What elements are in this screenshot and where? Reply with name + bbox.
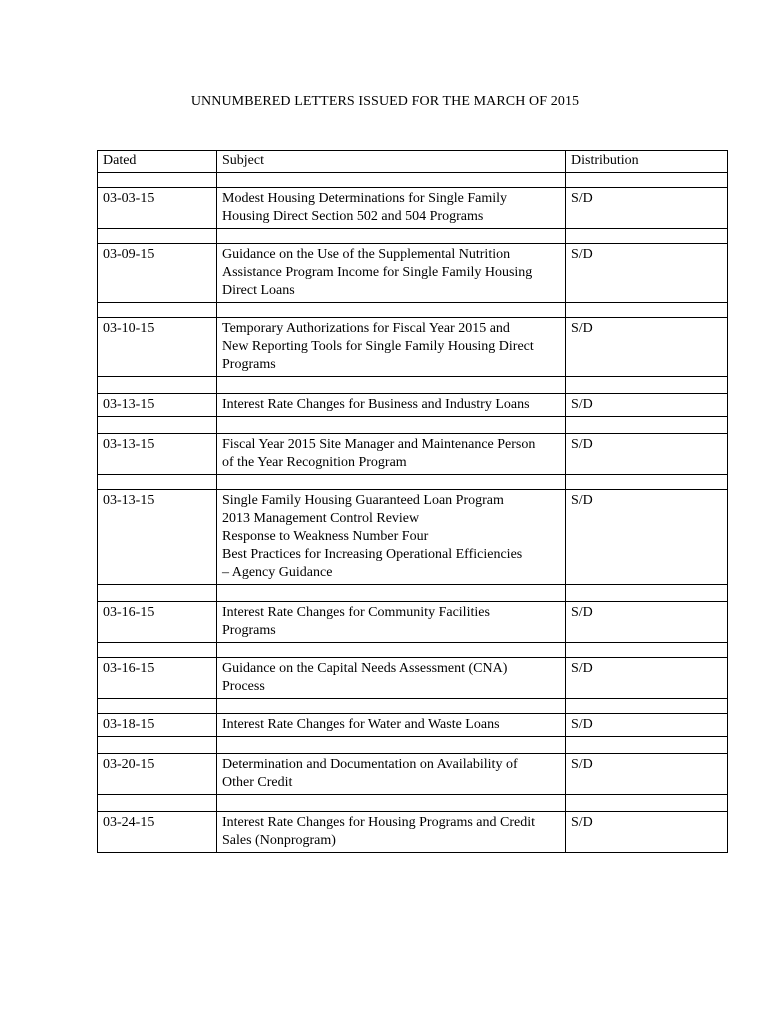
table-row	[98, 318, 728, 377]
row-subject: Fiscal Year 2015 Site Manager and Maintenance Person of the Year Recognition Program	[222, 437, 536, 470]
table-row	[98, 812, 728, 853]
row-dated: 03-16-15	[98, 658, 217, 699]
table-row	[98, 658, 728, 699]
row-distribution: S/D	[566, 434, 728, 475]
row-distribution: S/D	[566, 490, 728, 585]
spacer-row	[98, 795, 728, 812]
row-subject: Determination and Documentation on Availability of Other Credit	[222, 757, 518, 790]
row-distribution: S/D	[566, 318, 728, 377]
row-distribution: S/D	[566, 394, 728, 417]
row-dated: 03-20-15	[98, 754, 217, 795]
row-dated: 03-03-15	[98, 188, 217, 229]
table-row	[98, 490, 728, 585]
spacer-row	[98, 377, 728, 394]
row-dated: 03-24-15	[98, 812, 217, 853]
row-subject: Interest Rate Changes for Water and Waste Loans	[222, 717, 500, 732]
row-distribution: S/D	[566, 602, 728, 643]
row-subject: Single Family Housing Guaranteed Loan Program 2013 Management Control Review Response to Weakness Number Four Best Practices for Increasing Operational Efficiencies – Agency Guidance	[222, 493, 523, 580]
letters-table	[97, 150, 728, 853]
spacer-row	[98, 585, 728, 602]
row-subject: Interest Rate Changes for Community Facilities Programs	[222, 605, 490, 638]
spacer-row	[98, 475, 728, 490]
row-dated: 03-13-15	[98, 394, 217, 417]
row-subject: Temporary Authorizations for Fiscal Year 2015 and New Reporting Tools for Single Family Housing Direct Programs	[222, 321, 534, 372]
row-distribution: S/D	[566, 714, 728, 737]
table-row	[98, 754, 728, 795]
spacer-row	[98, 173, 728, 188]
header-distribution: Distribution	[566, 151, 728, 173]
row-distribution: S/D	[566, 244, 728, 303]
row-subject: Modest Housing Determinations for Single Family Housing Direct Section 502 and 504 Programs	[222, 191, 508, 224]
row-distribution: S/D	[566, 754, 728, 795]
table-row	[98, 188, 728, 229]
row-distribution: S/D	[566, 658, 728, 699]
table-row	[98, 714, 728, 737]
row-distribution: S/D	[566, 188, 728, 229]
spacer-row	[98, 303, 728, 318]
spacer-row	[98, 417, 728, 434]
row-dated: 03-16-15	[98, 602, 217, 643]
row-dated: 03-13-15	[98, 434, 217, 475]
row-subject: Guidance on the Use of the Supplemental Nutrition Assistance Program Income for Single Family Housing Direct Loans	[222, 247, 533, 298]
spacer-row	[98, 643, 728, 658]
spacer-row	[98, 229, 728, 244]
table-row	[98, 602, 728, 643]
row-distribution: S/D	[566, 812, 728, 853]
table-row	[98, 394, 728, 417]
row-dated: 03-09-15	[98, 244, 217, 303]
table-row	[98, 434, 728, 475]
header-subject: Subject	[217, 151, 566, 173]
table-header-row	[98, 151, 728, 173]
table-row	[98, 244, 728, 303]
row-dated: 03-10-15	[98, 318, 217, 377]
spacer-row	[98, 737, 728, 754]
row-subject: Interest Rate Changes for Housing Programs and Credit Sales (Nonprogram)	[222, 815, 535, 848]
letters-table-body	[98, 151, 728, 853]
row-dated: 03-18-15	[98, 714, 217, 737]
header-dated: Dated	[98, 151, 217, 173]
row-subject: Guidance on the Capital Needs Assessment (CNA) Process	[222, 661, 508, 694]
spacer-row	[98, 699, 728, 714]
page-title: UNNUMBERED LETTERS ISSUED FOR THE MARCH OF 2015	[190, 94, 580, 109]
row-dated: 03-13-15	[98, 490, 217, 585]
row-subject: Interest Rate Changes for Business and Industry Loans	[222, 397, 530, 412]
